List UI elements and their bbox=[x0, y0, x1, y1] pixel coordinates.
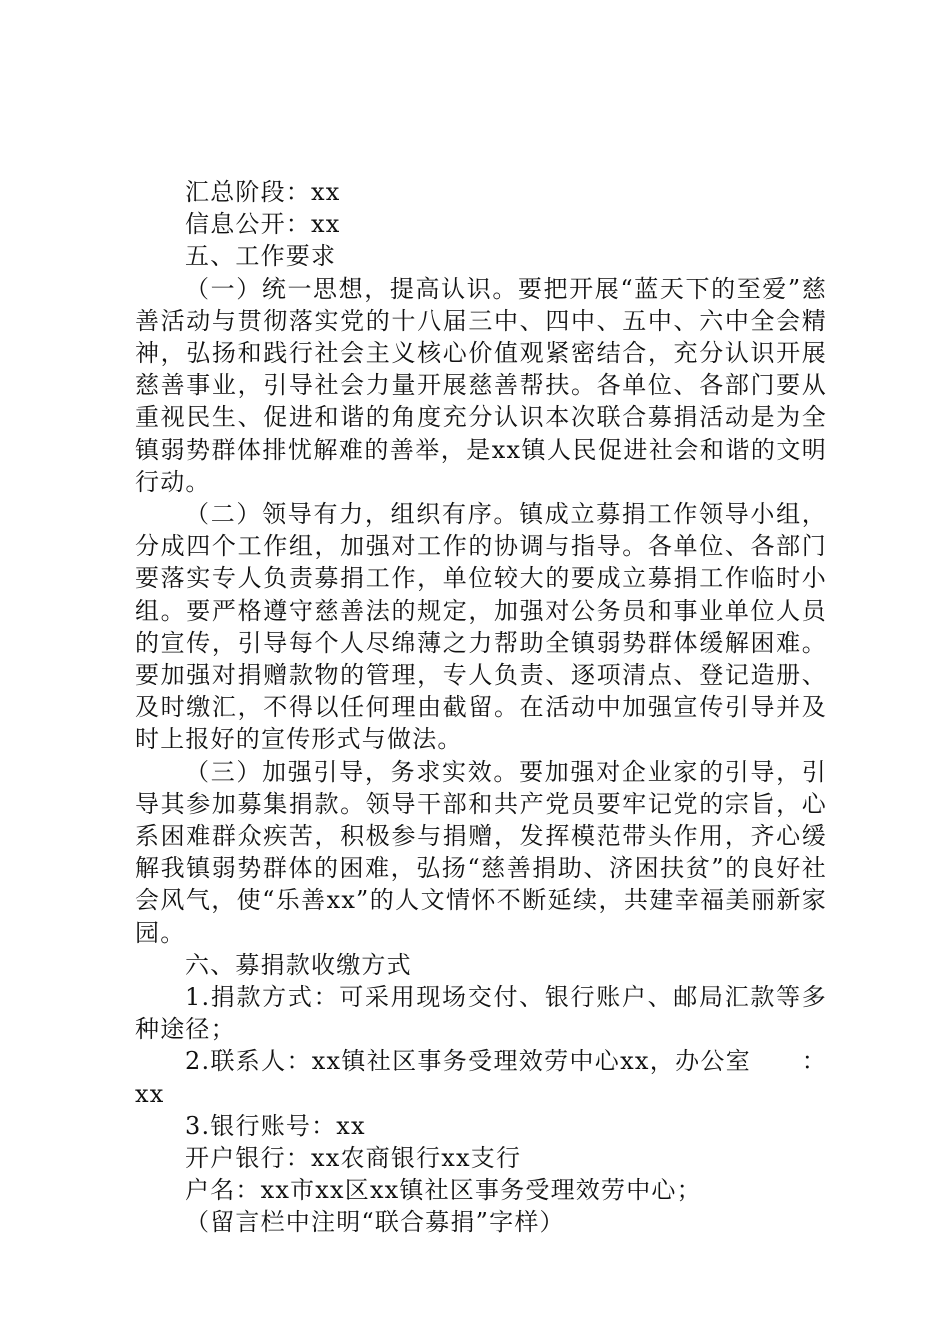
bank-name-line: 开户银行：xx农商银行xx支行 bbox=[185, 1144, 522, 1173]
account-name-line: 户名：xx市xx区xx镇社区事务受理效劳中心； bbox=[185, 1176, 702, 1205]
requirement-1-paragraph: （一）统一思想，提高认识。要把开展“蓝天下的至爱”慈善活动与贯彻落实党的十八届三中、四中、五中、六中全会精神，弘扬和践行社会主义核心价值观紧密结合，充分认识开展慈善事业，引导社会力量开展慈善帮扶。各单位、各部门要从重视民生、促进和谐的角度充分认识本次联合募捐活动是为全镇弱势群体排忧解难的善举，是xx镇人民促进社会和谐的文明行动。 bbox=[135, 274, 827, 496]
summary-stage-line: 汇总阶段：xx bbox=[185, 178, 341, 206]
requirement-2-paragraph: （二）领导有力，组织有序。镇成立募捐工作领导小组，分成四个工作组，加强对工作的协调与指导。各单位、各部门要落实专人负责募捐工作，单位较大的要成立募捐工作临时小组。要严格遵守慈善法的规定，加强对公务员和事业单位人员的宣传，引导每个人尽绵薄之力帮助全镇弱势群体缓解困难。要加强对捐赠款物的管理，专人负责、逐项清点、登记造册、及时缴汇，不得以任何理由截留。在活动中加强宣传引导并及时上报好的宣传形式与做法。 bbox=[135, 499, 827, 754]
requirement-3-paragraph: （三）加强引导，务求实效。要加强对企业家的引导，引导其参加募集捐款。领导干部和共产党员要牢记党的宗旨，心系困难群众疾苦，积极参与捐赠，发挥模范带头作用，齐心缓解我镇弱势群体的困难，弘扬“慈善捐助、济困扶贫”的良好社会风气，使“乐善xx”的人文情怀不断延续，共建幸福美丽新家园。 bbox=[135, 757, 827, 947]
document-body bbox=[135, 176, 827, 1239]
contact-paragraph: 2.联系人：xx镇社区事务受理效劳中心xx，办公室 ：xx bbox=[135, 1047, 827, 1108]
bank-account-line: 3.银行账号：xx bbox=[185, 1111, 366, 1140]
remark-note-line: （留言栏中注明“联合募捐”字样） bbox=[185, 1208, 565, 1237]
section-6-heading: 六、募捐款收缴方式 bbox=[185, 950, 412, 979]
section-5-heading: 五、工作要求 bbox=[185, 242, 337, 271]
donation-method-paragraph: 1.捐款方式：可采用现场交付、银行账户、邮局汇款等多种途径； bbox=[135, 983, 827, 1044]
info-public-line: 信息公开：xx bbox=[185, 210, 341, 239]
